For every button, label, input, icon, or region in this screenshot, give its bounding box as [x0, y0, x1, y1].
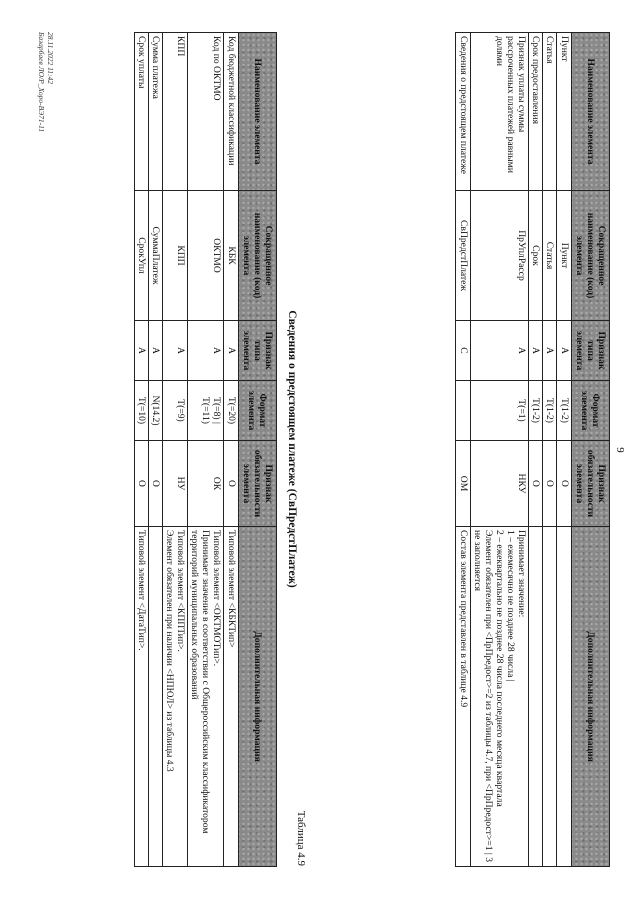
cell-name: Пункт	[557, 33, 571, 191]
cell-format: Т(=9)	[162, 381, 187, 441]
header-info: Дополнительная информация	[571, 527, 609, 867]
elements-table	[456, 32, 611, 867]
info-line: Типовой элемент <КБКТип>	[225, 530, 237, 648]
cell-type: А	[543, 321, 557, 381]
cell-code: ПрУплРасср	[470, 191, 529, 321]
stamp-line: 28.11.2022 11:42	[46, 32, 55, 85]
table-row	[543, 33, 557, 867]
info-line: Элемент обязателен при наличии <НПЮЛ> из таблицы 4.3	[164, 530, 175, 772]
info-line: 2 – ежеквартально не позднее 28 числа последнего месяца квартала	[494, 530, 505, 807]
header-required: Признак обязательности элемента	[571, 441, 609, 527]
table-row	[529, 33, 543, 867]
cell-required: О	[529, 441, 543, 527]
cell-name: Сумма платежа	[148, 33, 162, 191]
table-row	[148, 33, 162, 867]
cell-required: ОМ	[456, 441, 470, 527]
cell-info	[162, 527, 187, 867]
table-caption: Таблица 4.9	[295, 810, 307, 866]
cell-type: А	[148, 321, 162, 381]
cell-required: О	[543, 441, 557, 527]
cell-required: О	[557, 441, 571, 527]
table-row	[557, 33, 571, 867]
cell-code: Статья	[543, 191, 557, 321]
cell-code: Пункт	[557, 191, 571, 321]
cell-info	[470, 527, 529, 867]
table-row	[470, 33, 529, 867]
info-line: Принимает значение:	[516, 530, 528, 618]
cell-format: Т(1-2)	[529, 381, 543, 441]
cell-format: Т(=20)	[224, 381, 238, 441]
cell-code: СрокУпл	[134, 191, 148, 321]
cell-info	[224, 527, 238, 867]
cell-code: КПП	[162, 191, 187, 321]
info-line: Элемент обязателен при <ПрПредост>=2 из таблицы 4.7, при <ПрПредост>=1 | 3 не заполняется	[471, 530, 494, 863]
cell-format: Т(=8) | Т(=11)	[188, 381, 224, 441]
cell-type: А	[134, 321, 148, 381]
cell-code: СуммаПлатеж	[148, 191, 162, 321]
header-name: Наименование элемента	[238, 33, 276, 191]
cell-type: С	[456, 321, 470, 381]
cell-code: КБК	[224, 191, 238, 321]
cell-info	[456, 527, 470, 867]
table-row	[162, 33, 187, 867]
cell-name: Код бюджетной классификации	[224, 33, 238, 191]
print-stamp	[37, 32, 55, 132]
cell-name: Сведения о предстоящем платеже	[456, 33, 470, 191]
table-row	[224, 33, 238, 867]
cell-type: А	[529, 321, 543, 381]
header-code: Сокращенное наименование (код) элемента	[238, 191, 276, 321]
header-type: Признак типа элемента	[571, 321, 609, 381]
cell-format: Т(1-2)	[543, 381, 557, 441]
stamp-line: Базарбаев ЛО/Р_Хоро-ВЭ71-11	[37, 32, 46, 133]
info-line: Типовой элемент <КППТип>.	[175, 530, 187, 652]
table-header-row	[238, 33, 276, 867]
cell-format: Т(1-2)	[557, 381, 571, 441]
cell-type: А	[470, 321, 529, 381]
cell-name: Срок уплаты	[134, 33, 148, 191]
cell-code: СвПредстПлатеж	[456, 191, 470, 321]
header-format: Формат элемента	[571, 381, 609, 441]
header-required: Признак обязательности элемента	[238, 441, 276, 527]
cell-info	[543, 527, 557, 867]
cell-format: Т(=10)	[134, 381, 148, 441]
cell-format	[456, 381, 470, 441]
cell-required: О	[224, 441, 238, 527]
info-line: Типовой элемент <ОКТМОТип>.	[211, 530, 223, 667]
header-type: Признак типа элемента	[238, 321, 276, 381]
info-line: Типовой элемент <ДатаТип>.	[135, 530, 147, 651]
table-row	[134, 33, 148, 867]
info-line: Принимает значение в соответствии с Общероссийским классификатором территорий муниципальных образований	[189, 530, 212, 834]
cell-required: НУ	[162, 441, 187, 527]
cell-info	[134, 527, 148, 867]
cell-type: А	[188, 321, 224, 381]
cell-code: ОКТМО	[188, 191, 224, 321]
cell-info	[188, 527, 224, 867]
header-info: Дополнительная информация	[238, 527, 276, 867]
cell-format: N(14.2)	[148, 381, 162, 441]
table-title: Сведения о предстоящем платеже (СвПредстПлатеж)	[286, 310, 298, 588]
cell-required: О	[148, 441, 162, 527]
cell-format: Т(=1)	[470, 381, 529, 441]
cell-name: Статья	[543, 33, 557, 191]
header-name: Наименование элемента	[571, 33, 609, 191]
cell-required: НКУ	[470, 441, 529, 527]
header-format: Формат элемента	[238, 381, 276, 441]
cell-name: Код по ОКТМО	[188, 33, 224, 191]
payment-table	[134, 32, 277, 867]
cell-name: Признак уплаты суммы рассроченных платежей равными долями	[470, 33, 529, 191]
cell-code: Срок	[529, 191, 543, 321]
cell-required: О	[134, 441, 148, 527]
cell-type: А	[162, 321, 187, 381]
cell-type: А	[224, 321, 238, 381]
info-line: 1 – ежемесячно не позднее 28 числа |	[505, 530, 517, 682]
header-code: Сокращенное наименование (код) элемента	[571, 191, 609, 321]
cell-name: КПП	[162, 33, 187, 191]
info-line: Состав элемента представлен в таблице 4.9	[457, 530, 469, 708]
cell-info	[529, 527, 543, 867]
cell-name: Срок предоставления	[529, 33, 543, 191]
table-header-row	[571, 33, 609, 867]
cell-info	[557, 527, 571, 867]
table-row	[188, 33, 224, 867]
cell-info	[148, 527, 162, 867]
cell-type: А	[557, 321, 571, 381]
table-row	[456, 33, 470, 867]
page-number: 9	[614, 447, 626, 453]
cell-required: ОК	[188, 441, 224, 527]
